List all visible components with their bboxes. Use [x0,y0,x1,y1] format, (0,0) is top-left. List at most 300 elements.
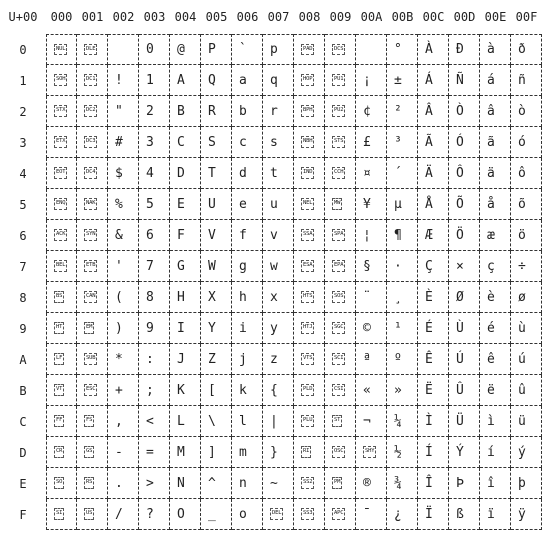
char-cell [263,96,294,127]
glyph: F [177,227,185,243]
char-cell [449,437,480,468]
glyph: S [208,134,216,150]
char-cell [201,189,232,220]
char-cell [77,251,108,282]
char-cell [325,65,356,96]
char-cell [480,220,511,251]
char-cell [139,189,170,220]
control-code-abbreviation: PU2 [332,105,345,117]
column-header: 000 [50,10,73,24]
char-cell [170,468,201,499]
char-cell [480,406,511,437]
glyph: 3 [146,134,154,150]
glyph: é [487,320,495,336]
char-cell [356,189,387,220]
row-header: 5 [19,197,27,212]
char-cell [449,34,480,65]
char-cell [294,96,325,127]
char-cell [263,220,294,251]
char-cell [232,406,263,437]
char-cell [294,251,325,282]
char-cell [232,251,263,282]
char-cell [108,437,139,468]
control-code-abbreviation: US [84,508,94,520]
glyph: x [270,289,278,305]
char-cell [325,468,356,499]
glyph: o [239,506,247,522]
glyph: ¾ [394,475,402,491]
glyph: ù [518,320,526,336]
char-cell [108,34,139,65]
glyph: á [487,72,495,88]
glyph: ã [487,134,495,150]
column-header: 00B [391,10,414,24]
glyph: Z [208,351,216,367]
glyph: I [177,320,185,336]
glyph: ¯ [363,506,371,522]
glyph: Á [425,72,433,88]
char-cell [108,220,139,251]
char-cell [77,65,108,96]
char-cell [449,499,480,530]
control-code-abbreviation: DC4 [84,167,97,179]
char-cell [449,251,480,282]
char-cell [108,499,139,530]
char-cell [232,468,263,499]
char-cell [418,499,449,530]
char-cell [449,158,480,189]
column-header: 004 [174,10,197,24]
glyph: L [177,413,185,429]
glyph: @ [177,42,185,57]
char-cell [139,468,170,499]
column-header: 008 [298,10,321,24]
glyph: Í [425,444,433,460]
control-code-abbreviation: FS [84,415,94,427]
glyph: ^ [208,475,216,491]
char-cell [325,251,356,282]
glyph: ÿ [518,506,526,522]
char-cell [449,313,480,344]
char-cell [449,189,480,220]
glyph: y [270,320,278,336]
glyph: ÷ [518,258,526,274]
char-cell [418,251,449,282]
char-cell [387,127,418,158]
char-cell [263,375,294,406]
char-cell [263,468,294,499]
glyph: ¤ [363,165,371,181]
char-cell [449,375,480,406]
char-cell [263,406,294,437]
glyph: z [270,351,278,367]
control-code-abbreviation: SYN [84,229,97,241]
control-code-abbreviation: SPA [332,229,345,241]
char-cell [46,344,77,375]
char-cell [511,220,542,251]
char-cell [108,96,139,127]
glyph: w [270,258,278,274]
control-code-abbreviation: HTJ [301,322,314,334]
control-code-abbreviation: VTS [301,353,314,365]
char-cell [77,282,108,313]
char-cell [511,313,542,344]
char-cell [263,313,294,344]
control-code-abbreviation: RI [301,446,311,458]
char-cell [325,127,356,158]
glyph: B [177,103,185,119]
control-code-abbreviation: APC [332,508,345,520]
char-cell [108,158,139,189]
glyph: b [239,103,247,119]
char-cell [480,34,511,65]
glyph: V [208,227,216,243]
char-cell [77,437,108,468]
char-cell [46,220,77,251]
char-cell [46,251,77,282]
char-cell [170,96,201,127]
char-cell [356,437,387,468]
glyph: ± [394,72,402,88]
char-cell [77,375,108,406]
char-cell [356,406,387,437]
control-code-abbreviation: VT [54,384,64,396]
glyph: Æ [425,227,433,243]
char-cell [480,158,511,189]
glyph: Î [425,475,433,491]
glyph: Ñ [456,72,464,88]
glyph: a [239,72,247,88]
control-code-abbreviation: BS [54,291,64,303]
char-cell [170,127,201,158]
char-cell [511,375,542,406]
control-code-abbreviation: ETX [54,136,67,148]
char-cell [356,65,387,96]
control-code-abbreviation: NUL [54,44,67,56]
char-cell [201,127,232,158]
glyph: Ê [425,351,433,367]
glyph: ( [115,289,123,305]
char-cell [294,375,325,406]
glyph: f [239,227,247,243]
char-cell [294,65,325,96]
glyph: § [363,258,371,274]
char-cell [294,313,325,344]
glyph: u [270,196,278,212]
char-cell [294,158,325,189]
control-code-abbreviation: PLD [301,384,314,396]
char-cell [139,499,170,530]
char-cell [356,468,387,499]
char-cell [108,406,139,437]
glyph: É [425,320,433,336]
char-cell [201,34,232,65]
char-cell [232,437,263,468]
char-cell [108,282,139,313]
glyph: ® [363,475,371,491]
char-cell [511,34,542,65]
control-code-abbreviation: ETB [84,260,97,272]
char-cell [139,220,170,251]
glyph: ¶ [394,227,402,243]
glyph: Ô [456,165,464,181]
control-code-abbreviation: SHY [363,446,376,458]
glyph: [ [208,382,216,398]
char-cell [480,499,511,530]
char-cell [232,96,263,127]
char-cell [46,282,77,313]
char-cell [449,127,480,158]
char-cell [232,499,263,530]
glyph: 2 [146,103,154,119]
char-cell [139,282,170,313]
control-code-abbreviation: SI [54,508,64,520]
glyph: À [425,42,433,57]
char-cell [232,34,263,65]
char-cell [511,158,542,189]
glyph: ï [487,506,495,522]
control-code-abbreviation: DC2 [84,105,97,117]
glyph: J [177,351,185,367]
char-cell [232,344,263,375]
char-cell [263,251,294,282]
glyph: A [177,72,185,88]
glyph: p [270,42,278,57]
glyph: 5 [146,196,154,212]
row-header: F [19,507,27,522]
row-header: C [19,414,27,429]
char-cell [170,282,201,313]
char-cell [294,220,325,251]
row-header: 3 [19,135,27,150]
char-cell [232,65,263,96]
glyph: - [115,444,123,460]
glyph: ó [518,134,526,150]
char-cell [170,158,201,189]
char-cell [325,313,356,344]
char-cell [294,406,325,437]
control-code-abbreviation: EOT [54,167,67,179]
glyph: ë [487,382,495,398]
glyph: Þ [456,475,464,491]
char-cell [511,437,542,468]
glyph: < [146,413,154,429]
glyph: Q [208,72,216,88]
char-cell [418,344,449,375]
char-cell [387,220,418,251]
glyph: ] [208,444,216,460]
char-cell [418,437,449,468]
char-cell [480,375,511,406]
char-cell [511,65,542,96]
char-cell [325,344,356,375]
char-cell [294,34,325,65]
glyph: î [487,475,495,491]
char-cell [325,96,356,127]
glyph: 6 [146,227,154,243]
char-cell [387,189,418,220]
char-cell [232,127,263,158]
char-cell [46,96,77,127]
glyph: Ý [456,444,464,460]
row-header: D [19,445,27,460]
char-cell [325,158,356,189]
glyph: Ø [456,289,464,305]
glyph: i [239,320,247,336]
glyph: _ [208,506,216,522]
char-cell [387,251,418,282]
glyph: } [270,444,278,460]
glyph: ô [518,165,526,181]
row-header: E [19,476,27,491]
char-cell [46,313,77,344]
char-cell [480,127,511,158]
glyph: õ [518,196,526,212]
control-code-abbreviation: ESA [301,260,314,272]
column-header: 00C [422,10,445,24]
glyph: ¸ [394,289,402,305]
row-header: 2 [19,104,27,119]
glyph: ç [487,258,495,274]
char-cell [387,313,418,344]
glyph: N [177,475,185,491]
control-code-abbreviation: NEL [301,198,314,210]
glyph: $ [115,165,123,181]
glyph: c [239,134,247,150]
char-cell [387,344,418,375]
glyph: Ó [456,134,464,150]
char-cell [449,220,480,251]
char-cell [139,437,170,468]
glyph: 1 [146,72,154,88]
char-cell [449,282,480,313]
glyph: M [177,444,185,460]
glyph: ¬ [363,413,371,429]
glyph: © [363,320,371,336]
char-cell [263,344,294,375]
glyph: Ü [456,413,464,429]
glyph: . [115,475,123,491]
glyph: æ [487,227,495,243]
char-cell [387,34,418,65]
column-header: 00F [515,10,538,24]
control-code-abbreviation: PU1 [332,74,345,86]
char-cell [325,437,356,468]
char-cell [480,437,511,468]
glyph: d [239,165,247,181]
control-code-abbreviation: DEL [270,508,283,520]
char-cell [108,189,139,220]
char-cell [449,468,480,499]
char-cell [201,437,232,468]
control-code-abbreviation: ACK [54,229,67,241]
row-header: A [19,352,27,367]
glyph: g [239,258,247,274]
char-cell [511,344,542,375]
glyph: à [487,42,495,57]
glyph: k [239,382,247,398]
glyph: l [239,413,247,429]
char-cell [387,375,418,406]
char-cell [511,96,542,127]
column-header: 001 [81,10,104,24]
char-cell [139,158,170,189]
glyph: v [270,227,278,243]
glyph: t [270,165,278,181]
control-code-abbreviation: DC1 [84,74,97,86]
char-cell [170,344,201,375]
glyph: { [270,382,278,398]
char-cell [356,313,387,344]
glyph: å [487,196,495,212]
glyph: Â [425,103,433,119]
char-cell [139,313,170,344]
char-cell [139,375,170,406]
char-cell [232,313,263,344]
control-code-abbreviation: NBH [301,136,314,148]
char-cell [201,499,232,530]
glyph: | [270,413,278,429]
char-cell [263,34,294,65]
char-cell [356,220,387,251]
char-cell [387,499,418,530]
control-code-abbreviation: HT [54,322,64,334]
char-cell [139,251,170,282]
char-cell [418,220,449,251]
glyph: ¢ [363,103,371,119]
glyph: · [394,258,402,274]
char-cell [46,65,77,96]
control-code-abbreviation: SUB [84,353,97,365]
char-cell [139,96,170,127]
char-cell [77,313,108,344]
char-cell [201,375,232,406]
char-cell [201,220,232,251]
glyph: P [208,42,216,57]
glyph: è [487,289,495,305]
glyph: ´ [394,165,402,181]
char-cell [263,437,294,468]
char-cell [480,282,511,313]
char-cell [232,220,263,251]
glyph: Ò [456,103,464,119]
control-code-abbreviation: SS3 [301,508,314,520]
char-cell [449,96,480,127]
char-cell [356,127,387,158]
glyph: ³ [394,134,402,150]
glyph: R [208,103,216,119]
char-cell [46,189,77,220]
control-code-abbreviation: CCH [332,167,345,179]
char-cell [418,375,449,406]
glyph: ý [518,444,526,460]
glyph: ö [518,227,526,243]
char-cell [201,468,232,499]
control-code-abbreviation: SOH [54,74,67,86]
column-header: 003 [143,10,166,24]
glyph: Ï [425,506,433,522]
control-code-abbreviation: RS [84,477,94,489]
char-cell [46,34,77,65]
glyph: Ú [456,351,464,367]
glyph: 4 [146,165,154,181]
char-cell [77,127,108,158]
row-header: 4 [19,166,27,181]
control-code-abbreviation: CAN [84,291,97,303]
control-code-abbreviation: EPA [332,260,345,272]
row-header: 9 [19,321,27,336]
glyph: H [177,289,185,305]
